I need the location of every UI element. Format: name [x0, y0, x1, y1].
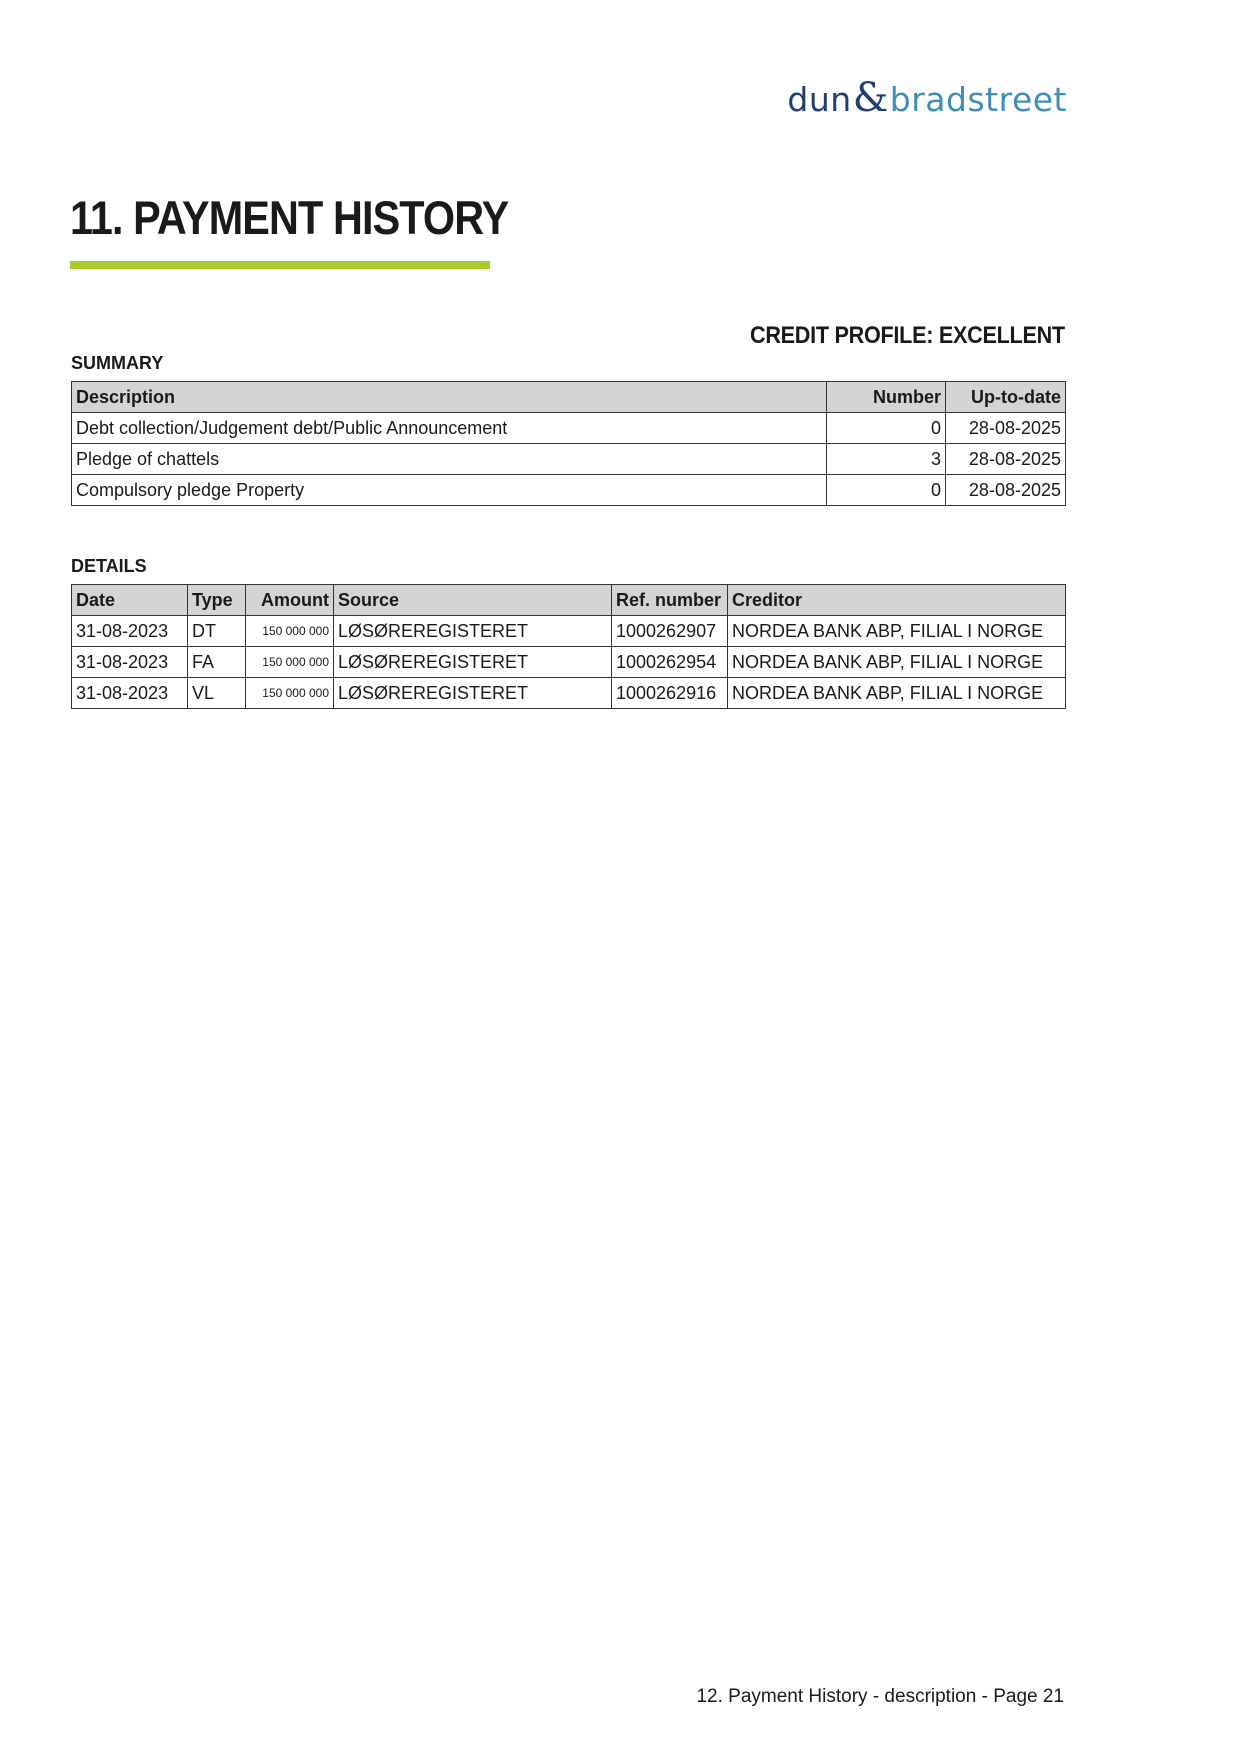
- details-ref-number-cell: 1000262916: [612, 678, 728, 709]
- summary-date-cell: 28-08-2025: [946, 444, 1066, 475]
- table-row: [72, 475, 1066, 506]
- details-ref-number-cell: 1000262954: [612, 647, 728, 678]
- summary-table: [71, 381, 1066, 506]
- table-row: [72, 616, 1066, 647]
- column-header-date: Date: [72, 585, 188, 616]
- page-title: 11. PAYMENT HISTORY: [70, 191, 509, 244]
- summary-number-cell: 3: [827, 444, 946, 475]
- details-header-row: [72, 585, 1066, 616]
- details-source-cell: LØSØREREGISTERET: [334, 616, 612, 647]
- details-ref-number-cell: 1000262907: [612, 616, 728, 647]
- page-footer: 12. Payment History - description - Page 21: [696, 1686, 1064, 1707]
- column-header-up-to-date: Up-to-date: [946, 382, 1066, 413]
- details-type-cell: DT: [188, 616, 246, 647]
- column-header-source: Source: [334, 585, 612, 616]
- summary-header-row: [72, 382, 1066, 413]
- column-header-amount: Amount: [246, 585, 334, 616]
- logo-text-bradstreet: bradstreet: [889, 80, 1067, 119]
- column-header-creditor: Creditor: [728, 585, 1066, 616]
- summary-date-cell: 28-08-2025: [946, 475, 1066, 506]
- details-creditor-cell: NORDEA BANK ABP, FILIAL I NORGE: [728, 647, 1066, 678]
- details-label: DETAILS: [71, 556, 147, 576]
- summary-number-cell: 0: [827, 413, 946, 444]
- details-source-cell: LØSØREREGISTERET: [334, 647, 612, 678]
- details-date-cell: 31-08-2023: [72, 616, 188, 647]
- column-header-ref-number: Ref. number: [612, 585, 728, 616]
- logo-ampersand: &: [852, 75, 889, 121]
- table-row: [72, 647, 1066, 678]
- summary-description-cell: Debt collection/Judgement debt/Public Announcement: [72, 413, 827, 444]
- details-amount-cell: 150 000 000: [246, 616, 334, 647]
- credit-profile-heading: CREDIT PROFILE: EXCELLENT: [750, 322, 1065, 349]
- summary-description-cell: Pledge of chattels: [72, 444, 827, 475]
- details-amount-cell: 150 000 000: [246, 647, 334, 678]
- summary-label: SUMMARY: [71, 353, 164, 373]
- table-row: [72, 444, 1066, 475]
- details-type-cell: FA: [188, 647, 246, 678]
- table-row: [72, 678, 1066, 709]
- column-header-description: Description: [72, 382, 827, 413]
- details-date-cell: 31-08-2023: [72, 647, 188, 678]
- details-table: [71, 584, 1066, 709]
- details-source-cell: LØSØREREGISTERET: [334, 678, 612, 709]
- column-header-number: Number: [827, 382, 946, 413]
- summary-date-cell: 28-08-2025: [946, 413, 1066, 444]
- details-amount-cell: 150 000 000: [246, 678, 334, 709]
- summary-description-cell: Compulsory pledge Property: [72, 475, 827, 506]
- column-header-type: Type: [188, 585, 246, 616]
- details-creditor-cell: NORDEA BANK ABP, FILIAL I NORGE: [728, 678, 1066, 709]
- summary-number-cell: 0: [827, 475, 946, 506]
- details-date-cell: 31-08-2023: [72, 678, 188, 709]
- logo-text-dun: dun: [787, 80, 852, 119]
- details-type-cell: VL: [188, 678, 246, 709]
- dun-bradstreet-logo: [787, 75, 1067, 121]
- details-creditor-cell: NORDEA BANK ABP, FILIAL I NORGE: [728, 616, 1066, 647]
- title-underline: [70, 261, 490, 269]
- table-row: [72, 413, 1066, 444]
